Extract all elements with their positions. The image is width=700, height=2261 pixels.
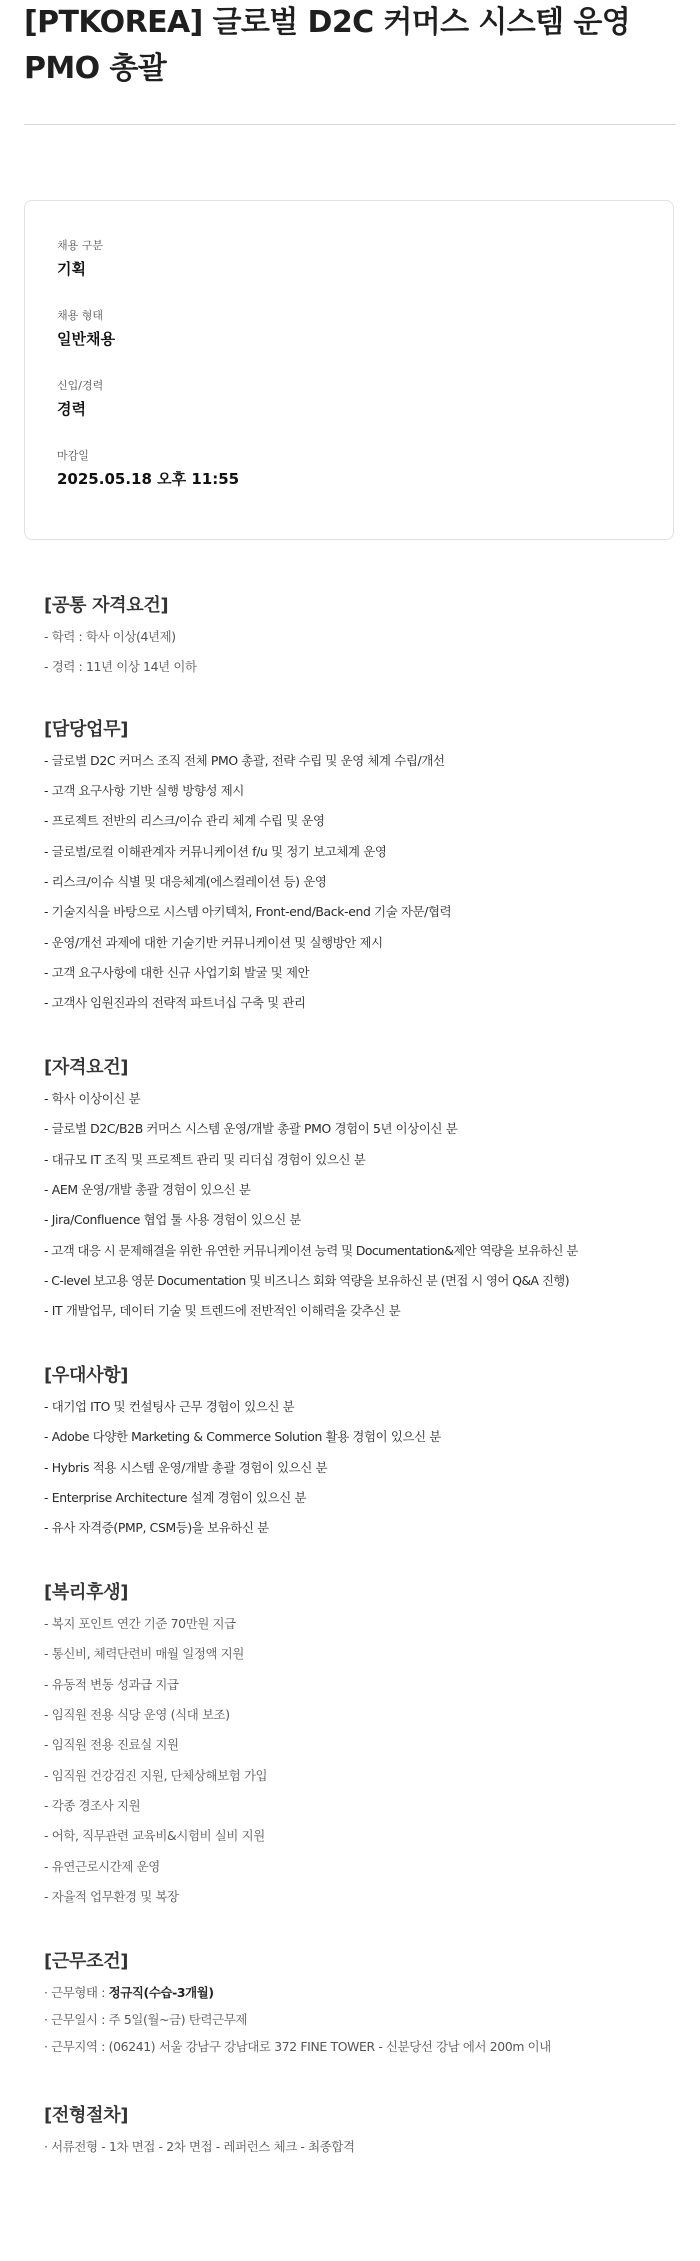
list-item: - 경력 : 11년 이상 14년 이하 xyxy=(44,659,197,674)
info-item-employment-type xyxy=(57,309,115,349)
job-info-card xyxy=(24,200,674,540)
info-value: 기획 xyxy=(57,260,86,278)
list-item: - 프로젝트 전반의 리스크/이슈 관리 체계 수립 및 운영 xyxy=(44,813,325,828)
section-title-requirements: [자격요건] xyxy=(44,1057,129,1078)
list-item: - IT 개발업무, 데이터 기술 및 트렌드에 전반적인 이해력을 갖추신 분 xyxy=(44,1303,401,1318)
condition-value: 정규직(수습-3개월) xyxy=(108,1985,214,2000)
info-value: 2025.05.18 오후 11:55 xyxy=(57,470,240,488)
list-item: - 고객사 임원진과의 전략적 파트너십 구축 및 관리 xyxy=(44,995,306,1010)
process-steps: · 서류전형 - 1차 면접 - 2차 면접 - 레퍼런스 체크 - 최종합격 xyxy=(44,2139,355,2154)
list-item: - 복지 포인트 연간 기준 70만원 지급 xyxy=(44,1616,236,1631)
list-item: - C-level 보고용 영문 Documentation 및 비즈니스 회화 역량을 보유하신 분 (면접 시 영어 Q&A 진행) xyxy=(44,1273,569,1288)
list-item: - 통신비, 체력단련비 매월 일정액 지원 xyxy=(44,1646,244,1661)
list-item: - 대기업 ITO 및 컨설팅사 근무 경험이 있으신 분 xyxy=(44,1399,295,1414)
section-title-preferred: [우대사항] xyxy=(44,1365,129,1386)
info-item-career-level xyxy=(57,379,103,419)
page-title-line-2: PMO 총괄 xyxy=(24,51,167,86)
info-item-deadline xyxy=(57,449,239,489)
condition-work-location: · 근무지역 : (06241) 서울 강남구 강남대로 372 FINE TOWER - 신분당선 강남 에서 200m 이내 xyxy=(44,2039,551,2054)
list-item: - 기술지식을 바탕으로 시스템 아키텍처, Front-end/Back-end 기술 자문/협력 xyxy=(44,904,452,919)
info-item-category xyxy=(57,239,103,279)
list-item: - 자율적 업무환경 및 복장 xyxy=(44,1889,179,1904)
condition-label: · 근무형태 : xyxy=(44,1985,109,2000)
title-divider xyxy=(24,124,676,125)
list-item: - 임직원 전용 식당 운영 (식대 보조) xyxy=(44,1707,230,1722)
list-item: - 운영/개선 과제에 대한 기술기반 커뮤니케이션 및 실행방안 제시 xyxy=(44,935,383,950)
list-item: - 고객 요구사항 기반 실행 방향성 제시 xyxy=(44,783,244,798)
list-item: - 유사 자격증(PMP, CSM등)을 보유하신 분 xyxy=(44,1520,269,1535)
list-item: - 어학, 직무관련 교육비&시험비 실비 지원 xyxy=(44,1828,265,1843)
info-label: 채용 구분 xyxy=(57,239,104,252)
info-value: 경력 xyxy=(57,400,86,418)
info-label: 채용 형태 xyxy=(57,309,104,322)
info-label: 신입/경력 xyxy=(57,379,104,392)
list-item: - 리스크/이슈 식별 및 대응체계(에스컬레이션 등) 운영 xyxy=(44,874,327,889)
list-item: - 각종 경조사 지원 xyxy=(44,1798,141,1813)
section-title-benefits: [복리후생] xyxy=(44,1582,129,1603)
section-title-duties: [담당업무] xyxy=(44,719,129,740)
list-item: - 대규모 IT 조직 및 프로젝트 관리 및 리더십 경험이 있으신 분 xyxy=(44,1152,366,1167)
list-item: - 임직원 전용 진료실 지원 xyxy=(44,1737,179,1752)
info-value: 일반채용 xyxy=(57,330,115,348)
page-title xyxy=(24,0,674,92)
list-item: - 글로벌/로컬 이해관계자 커뮤니케이션 f/u 및 정기 보고체계 운영 xyxy=(44,844,387,859)
list-item: - Adobe 다양한 Marketing & Commerce Solution 활용 경험이 있으신 분 xyxy=(44,1429,441,1444)
list-item: - 고객 대응 시 문제해결을 위한 유연한 커뮤니케이션 능력 및 Documentation&제안 역량을 보유하신 분 xyxy=(44,1243,578,1258)
section-title-process: [전형절차] xyxy=(44,2105,129,2126)
list-item: - 글로벌 D2C/B2B 커머스 시스템 운영/개발 총괄 PMO 경험이 5년 이상이신 분 xyxy=(44,1121,458,1136)
list-item: - 유연근로시간제 운영 xyxy=(44,1859,160,1874)
section-title-conditions: [근무조건] xyxy=(44,1951,129,1972)
list-item: - Jira/Confluence 협업 툴 사용 경험이 있으신 분 xyxy=(44,1212,302,1227)
list-item: - Hybris 적용 시스템 운영/개발 총괄 경험이 있으신 분 xyxy=(44,1460,328,1475)
page-title-line-1: [PTKOREA] 글로벌 D2C 커머스 시스템 운영 xyxy=(24,5,631,40)
list-item: - AEM 운영/개발 총괄 경험이 있으신 분 xyxy=(44,1182,251,1197)
list-item: - 고객 요구사항에 대한 신규 사업기회 발굴 및 제안 xyxy=(44,965,310,980)
list-item: - 학력 : 학사 이상(4년제) xyxy=(44,629,176,644)
info-label: 마감일 xyxy=(57,449,89,462)
condition-work-type xyxy=(44,1984,214,2002)
list-item: - 학사 이상이신 분 xyxy=(44,1091,141,1106)
list-item: - 글로벌 D2C 커머스 조직 전체 PMO 총괄, 전략 수립 및 운영 체계 수립/개선 xyxy=(44,753,445,768)
list-item: - Enterprise Architecture 설계 경험이 있으신 분 xyxy=(44,1490,307,1505)
section-title-common: [공통 자격요건] xyxy=(44,595,169,616)
list-item: - 임직원 건강검진 지원, 단체상해보험 가입 xyxy=(44,1768,268,1783)
condition-work-hours: · 근무일시 : 주 5일(월~금) 탄력근무제 xyxy=(44,2012,247,2027)
list-item: - 유동적 변동 성과급 지급 xyxy=(44,1677,179,1692)
